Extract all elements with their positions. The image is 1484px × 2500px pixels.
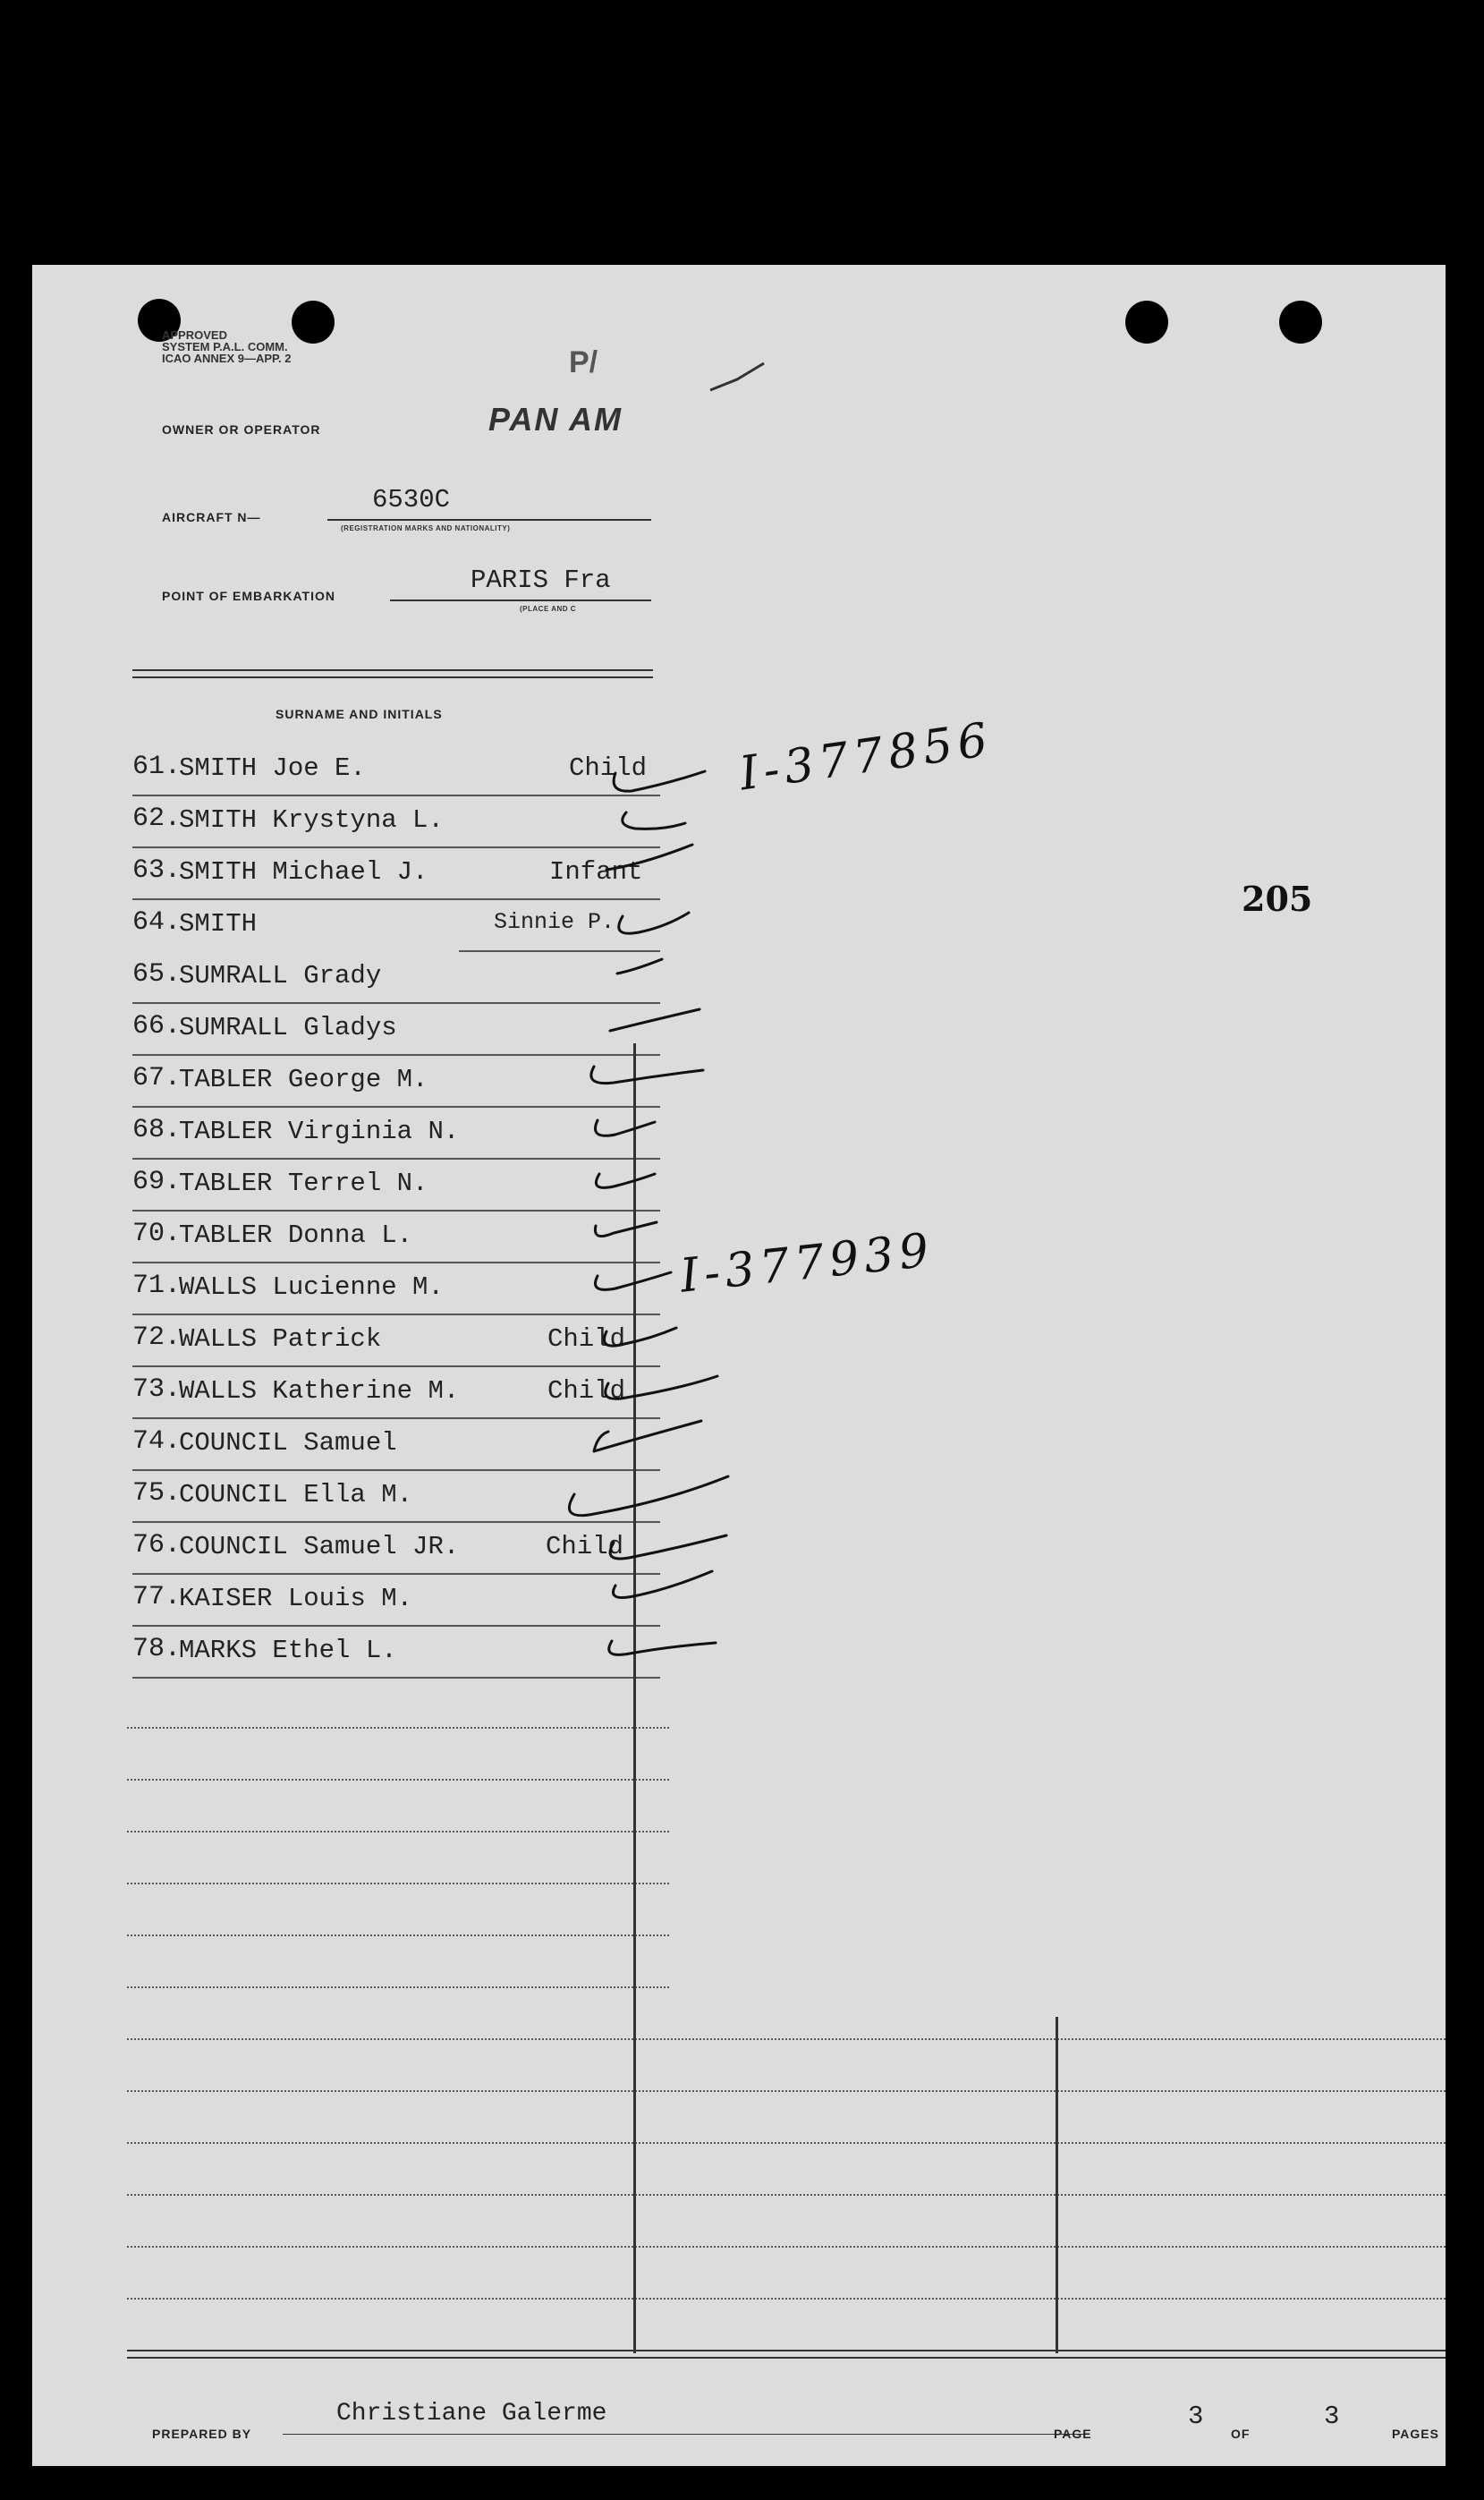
row-number: 65. — [132, 959, 182, 990]
pages-label: PAGES — [1392, 2427, 1439, 2441]
row-number: 78. — [132, 1634, 182, 1664]
row-number: 70. — [132, 1219, 182, 1249]
check-mark — [594, 1421, 701, 1451]
passenger-note: Child — [547, 1376, 626, 1406]
check-mark — [605, 1328, 677, 1346]
column-header: SURNAME AND INITIALS — [276, 707, 443, 721]
stamp-number: 205 — [1242, 879, 1313, 919]
row-number: 67. — [132, 1063, 182, 1093]
check-mark — [596, 1120, 656, 1135]
check-mark — [619, 913, 689, 933]
check-mark — [614, 771, 705, 791]
row-number: 76. — [132, 1530, 182, 1560]
passenger-name: SMITH Joe E. — [179, 753, 366, 783]
handwritten-note: I-377939 — [677, 1223, 937, 1304]
approval-stamp: APPROVED SYSTEM P.A.L. COMM. ICAO ANNEX 9—APP. 2 — [162, 328, 292, 365]
check-mark — [595, 1222, 657, 1237]
check-mark — [569, 1476, 728, 1516]
passenger-note: Sinnie P. — [494, 909, 615, 935]
row-number: 62. — [132, 804, 182, 834]
prepared-by-label: PREPARED BY — [152, 2427, 252, 2441]
embarkation-sublabel: (PLACE AND C — [520, 605, 577, 613]
of-total-value: 3 — [1324, 2402, 1340, 2431]
manifest-page — [32, 265, 1446, 2466]
row-number: 69. — [132, 1167, 182, 1197]
passenger-note: Infant — [549, 857, 643, 887]
of-label: OF — [1231, 2427, 1251, 2441]
row-number: 74. — [132, 1426, 182, 1457]
check-mark — [610, 1009, 700, 1031]
check-mark — [596, 1174, 655, 1187]
owner-label: OWNER OR OPERATOR — [162, 422, 321, 437]
check-marks — [32, 265, 1446, 2466]
check-mark — [617, 959, 662, 974]
passenger-name: WALLS Patrick — [179, 1324, 382, 1354]
row-number: 73. — [132, 1374, 182, 1405]
check-mark — [623, 812, 685, 829]
passenger-name: WALLS Lucienne M. — [179, 1272, 444, 1302]
passenger-name: TABLER Terrel N. — [179, 1169, 428, 1198]
check-mark — [606, 1376, 717, 1399]
passenger-name: TABLER Donna L. — [179, 1220, 413, 1250]
passenger-name: KAISER Louis M. — [179, 1584, 413, 1613]
row-number: 77. — [132, 1582, 182, 1612]
passenger-name: SUMRALL Grady — [179, 961, 382, 991]
row-number: 72. — [132, 1322, 182, 1353]
passenger-name: SMITH — [179, 909, 258, 939]
aircraft-label: AIRCRAFT N— — [162, 510, 261, 524]
page-label: PAGE — [1054, 2427, 1092, 2441]
check-mark — [710, 363, 764, 390]
passenger-name: SMITH Krystyna L. — [179, 805, 444, 835]
passenger-note: Child — [569, 753, 648, 783]
passenger-name: COUNCIL Ella M. — [179, 1480, 413, 1509]
prepared-by-value: Christiane Galerme — [336, 2400, 607, 2428]
passenger-name: COUNCIL Samuel JR. — [179, 1532, 460, 1561]
form-title-fragment: P/ — [569, 345, 598, 379]
passenger-name: WALLS Katherine M. — [179, 1376, 460, 1406]
embarkation-label: POINT OF EMBARKATION — [162, 589, 335, 603]
passenger-name: TABLER George M. — [179, 1065, 428, 1094]
page-value: 3 — [1188, 2402, 1204, 2431]
row-number: 75. — [132, 1478, 182, 1509]
check-mark — [614, 1571, 713, 1598]
row-number: 66. — [132, 1011, 182, 1042]
row-number: 64. — [132, 907, 182, 938]
check-mark — [610, 1535, 726, 1559]
check-mark — [606, 845, 692, 870]
check-mark — [609, 1641, 716, 1654]
passenger-name: TABLER Virginia N. — [179, 1117, 460, 1146]
row-number: 61. — [132, 752, 182, 782]
passenger-name: SMITH Michael J. — [179, 857, 428, 887]
check-mark — [591, 1067, 703, 1084]
row-number: 68. — [132, 1115, 182, 1145]
passenger-note: Child — [547, 1324, 626, 1354]
passenger-name: MARKS Ethel L. — [179, 1636, 397, 1665]
row-number: 63. — [132, 855, 182, 886]
row-number: 71. — [132, 1271, 182, 1301]
aircraft-sublabel: (REGISTRATION MARKS AND NATIONALITY) — [341, 524, 511, 532]
embarkation-value: PARIS Fra — [471, 565, 611, 595]
passenger-note: Child — [546, 1532, 624, 1561]
handwritten-note: I-377856 — [736, 712, 996, 802]
owner-value: PAN AM — [488, 401, 623, 438]
aircraft-value: 6530C — [372, 485, 451, 514]
footer-rule — [283, 2434, 1086, 2435]
passenger-name: COUNCIL Samuel — [179, 1428, 397, 1458]
passenger-name: SUMRALL Gladys — [179, 1013, 397, 1042]
check-mark — [596, 1272, 672, 1289]
